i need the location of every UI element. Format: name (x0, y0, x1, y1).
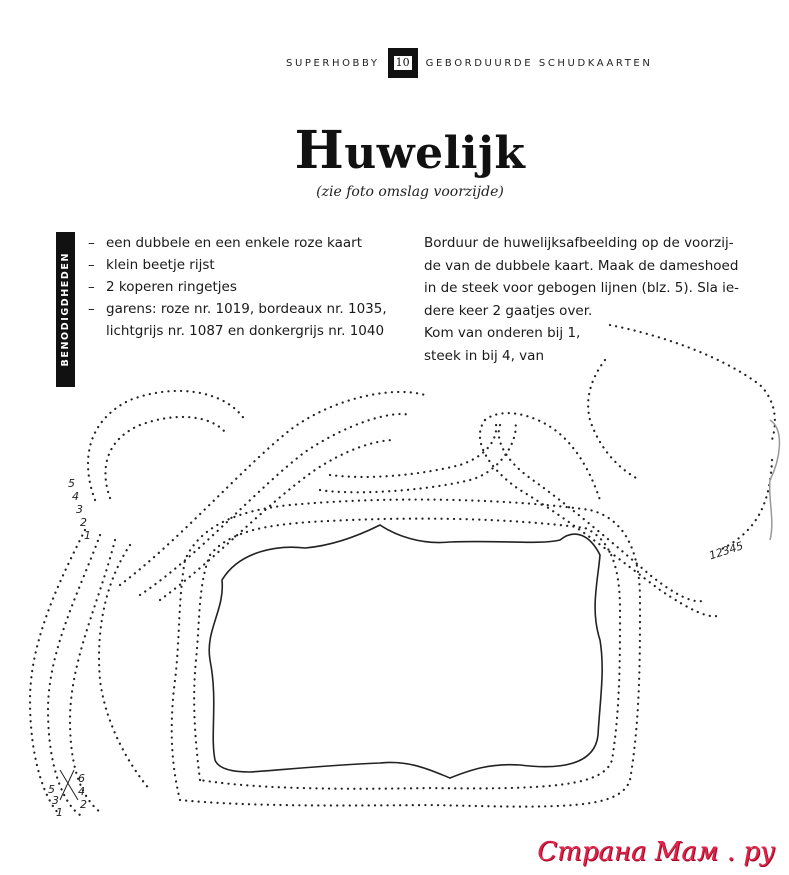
pattern-right-curl-top (485, 413, 600, 500)
list-item: – een dubbele en een enkele roze kaart (88, 232, 398, 254)
watermark: Страна Мам . ру (537, 837, 775, 867)
pattern-cross-mark (60, 770, 78, 800)
instruction-line: Borduur de huwelijksafbeelding op de voorzij- (424, 235, 734, 251)
pattern-number: 3 (52, 794, 59, 807)
page-tear (770, 420, 780, 540)
pattern-right-curl-inner (499, 425, 705, 601)
header-series: SUPERHOBBY (286, 57, 380, 69)
pattern-number-right: 12345 (707, 539, 745, 563)
instruction-line: dere keer 2 gaatjes over. (424, 302, 593, 319)
pattern-top-band-inner (140, 414, 410, 595)
pattern-numbers-bottom (48, 770, 87, 819)
list-item: – garens: roze nr. 1019, bordeaux nr. 1035, lichtgrijs nr. 1087 en donkergrijs nr. 1040 (88, 298, 398, 342)
pattern-frame-solid (209, 525, 602, 778)
list-item: – klein beetje rijst (88, 254, 398, 276)
pattern-left-brim-inner (105, 417, 225, 498)
pattern-left-ribbon-inner (70, 540, 115, 812)
title-rest: uwelijk (344, 128, 526, 179)
pattern-number: 6 (78, 772, 85, 785)
pattern-number: 1 (56, 806, 63, 819)
pattern-left-ribbon-mid (48, 535, 100, 815)
instruction-line: in de steek voor gebogen lijnen (blz. 5). Sla ie- (424, 280, 740, 296)
instruction-line: de van de dubbele kaart. Maak de dameshoed (424, 257, 739, 274)
pattern-number: 4 (72, 490, 79, 503)
pattern-number: 2 (80, 798, 87, 811)
pattern-frame-outer (172, 500, 640, 807)
list-item: – 2 koperen ringetjes (88, 276, 398, 298)
materials-tab-label: BENODIGDHEDEN (60, 252, 71, 367)
pattern-top-band-outer (120, 392, 425, 585)
pattern-right-curl-outer (480, 420, 720, 616)
pattern-right-hat-top (610, 325, 775, 440)
title-initial: H (294, 120, 345, 181)
instruction-line: Kom van onderen bij 1, (424, 325, 581, 341)
pattern-frame-middle (194, 519, 620, 789)
pattern-right-hat-side (588, 360, 640, 480)
pattern-number: 5 (48, 783, 55, 796)
pattern-numbers-left (68, 477, 91, 542)
pattern-number: 1 (84, 529, 91, 542)
page-number: 10 (395, 56, 410, 69)
pattern-number: 4 (78, 785, 85, 798)
pattern-number: 3 (76, 503, 83, 516)
pattern-right-hat-brim (720, 460, 772, 550)
header-chapter: GEBORDUURDE SCHUDKAARTEN (425, 57, 653, 69)
page-subtitle: (zie foto omslag voorzijde) (316, 184, 504, 200)
instruction-line: steek in bij 4, van (424, 347, 544, 364)
pattern-left-brim-outer (88, 391, 245, 500)
pattern-top-arch-inner (330, 420, 496, 477)
pattern-number: 2 (80, 516, 87, 529)
pattern-number: 5 (68, 477, 75, 490)
